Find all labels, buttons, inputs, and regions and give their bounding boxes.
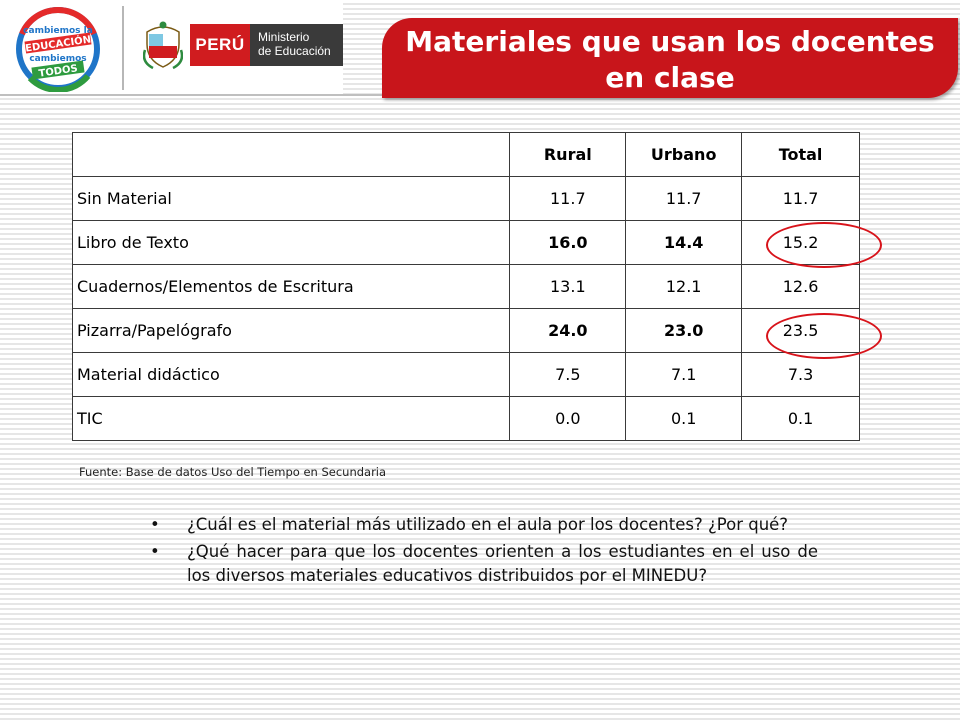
- ministry-badge: [250, 24, 343, 66]
- page-title: Materiales que usan los docentes en clase: [405, 25, 935, 94]
- cell-urbano: 12.1: [626, 265, 742, 309]
- table-row: [73, 309, 860, 353]
- campaign-logo: [8, 6, 108, 92]
- row-label: Pizarra/Papelógrafo: [73, 309, 510, 353]
- campaign-logo-line2: EDUCACIÓN: [24, 34, 92, 55]
- table-row: [73, 221, 860, 265]
- logo-divider: [122, 6, 124, 90]
- bullet-icon: •: [150, 515, 160, 534]
- row-label: Libro de Texto: [73, 221, 510, 265]
- column-header-total: Total: [742, 133, 860, 177]
- cell-total: 7.3: [742, 353, 860, 397]
- cell-urbano: 7.1: [626, 353, 742, 397]
- peru-label: PERÚ: [195, 35, 245, 54]
- column-header-urbano: Urbano: [626, 133, 742, 177]
- row-label: Sin Material: [73, 177, 510, 221]
- question-text: ¿Qué hacer para que los docentes orienten a los estudiantes en el uso de los diversos materiales educativos distribuidos por el MINEDU?: [187, 542, 818, 585]
- cell-rural: 16.0: [510, 221, 626, 265]
- ministry-name-line2: de Educación: [258, 44, 331, 58]
- cell-total: 12.6: [742, 265, 860, 309]
- source-note: Fuente: Base de datos Uso del Tiempo en Secundaria: [79, 465, 387, 479]
- cell-urbano: 11.7: [626, 177, 742, 221]
- list-item: [150, 540, 818, 588]
- campaign-logo-line1: cambiemos la: [23, 26, 93, 36]
- list-item: [150, 513, 818, 537]
- cell-rural: 11.7: [510, 177, 626, 221]
- coat-of-arms-icon: [143, 20, 183, 70]
- bullet-icon: •: [150, 542, 160, 561]
- column-header-label: [73, 133, 510, 177]
- campaign-logo-line4: TODOS: [37, 63, 79, 80]
- ministry-name-line1: Ministerio: [258, 30, 310, 44]
- cell-rural: 13.1: [510, 265, 626, 309]
- cell-total: 11.7: [742, 177, 860, 221]
- table-row: [73, 177, 860, 221]
- header-underline: [0, 94, 384, 96]
- header-logos: [0, 0, 343, 96]
- cell-rural: 0.0: [510, 397, 626, 441]
- table-header-row: [73, 133, 860, 177]
- cell-urbano: 0.1: [626, 397, 742, 441]
- table-row: [73, 353, 860, 397]
- question-text: ¿Cuál es el material más utilizado en el aula por los docentes? ¿Por qué?: [187, 515, 789, 534]
- campaign-logo-line3: cambiemos: [29, 54, 87, 64]
- row-label: Cuadernos/Elementos de Escritura: [73, 265, 510, 309]
- cell-rural: 7.5: [510, 353, 626, 397]
- questions-list: [150, 513, 818, 591]
- cell-rural: 24.0: [510, 309, 626, 353]
- peru-badge: [190, 24, 250, 66]
- materials-table: [72, 132, 860, 441]
- cell-total: 0.1: [742, 397, 860, 441]
- row-label: Material didáctico: [73, 353, 510, 397]
- table-row: [73, 265, 860, 309]
- cell-urbano: 14.4: [626, 221, 742, 265]
- campaign-logo-icon: [8, 6, 108, 92]
- cell-total: 15.2: [742, 221, 860, 265]
- table-row: [73, 397, 860, 441]
- cell-total: 23.5: [742, 309, 860, 353]
- row-label: TIC: [73, 397, 510, 441]
- column-header-rural: Rural: [510, 133, 626, 177]
- cell-urbano: 23.0: [626, 309, 742, 353]
